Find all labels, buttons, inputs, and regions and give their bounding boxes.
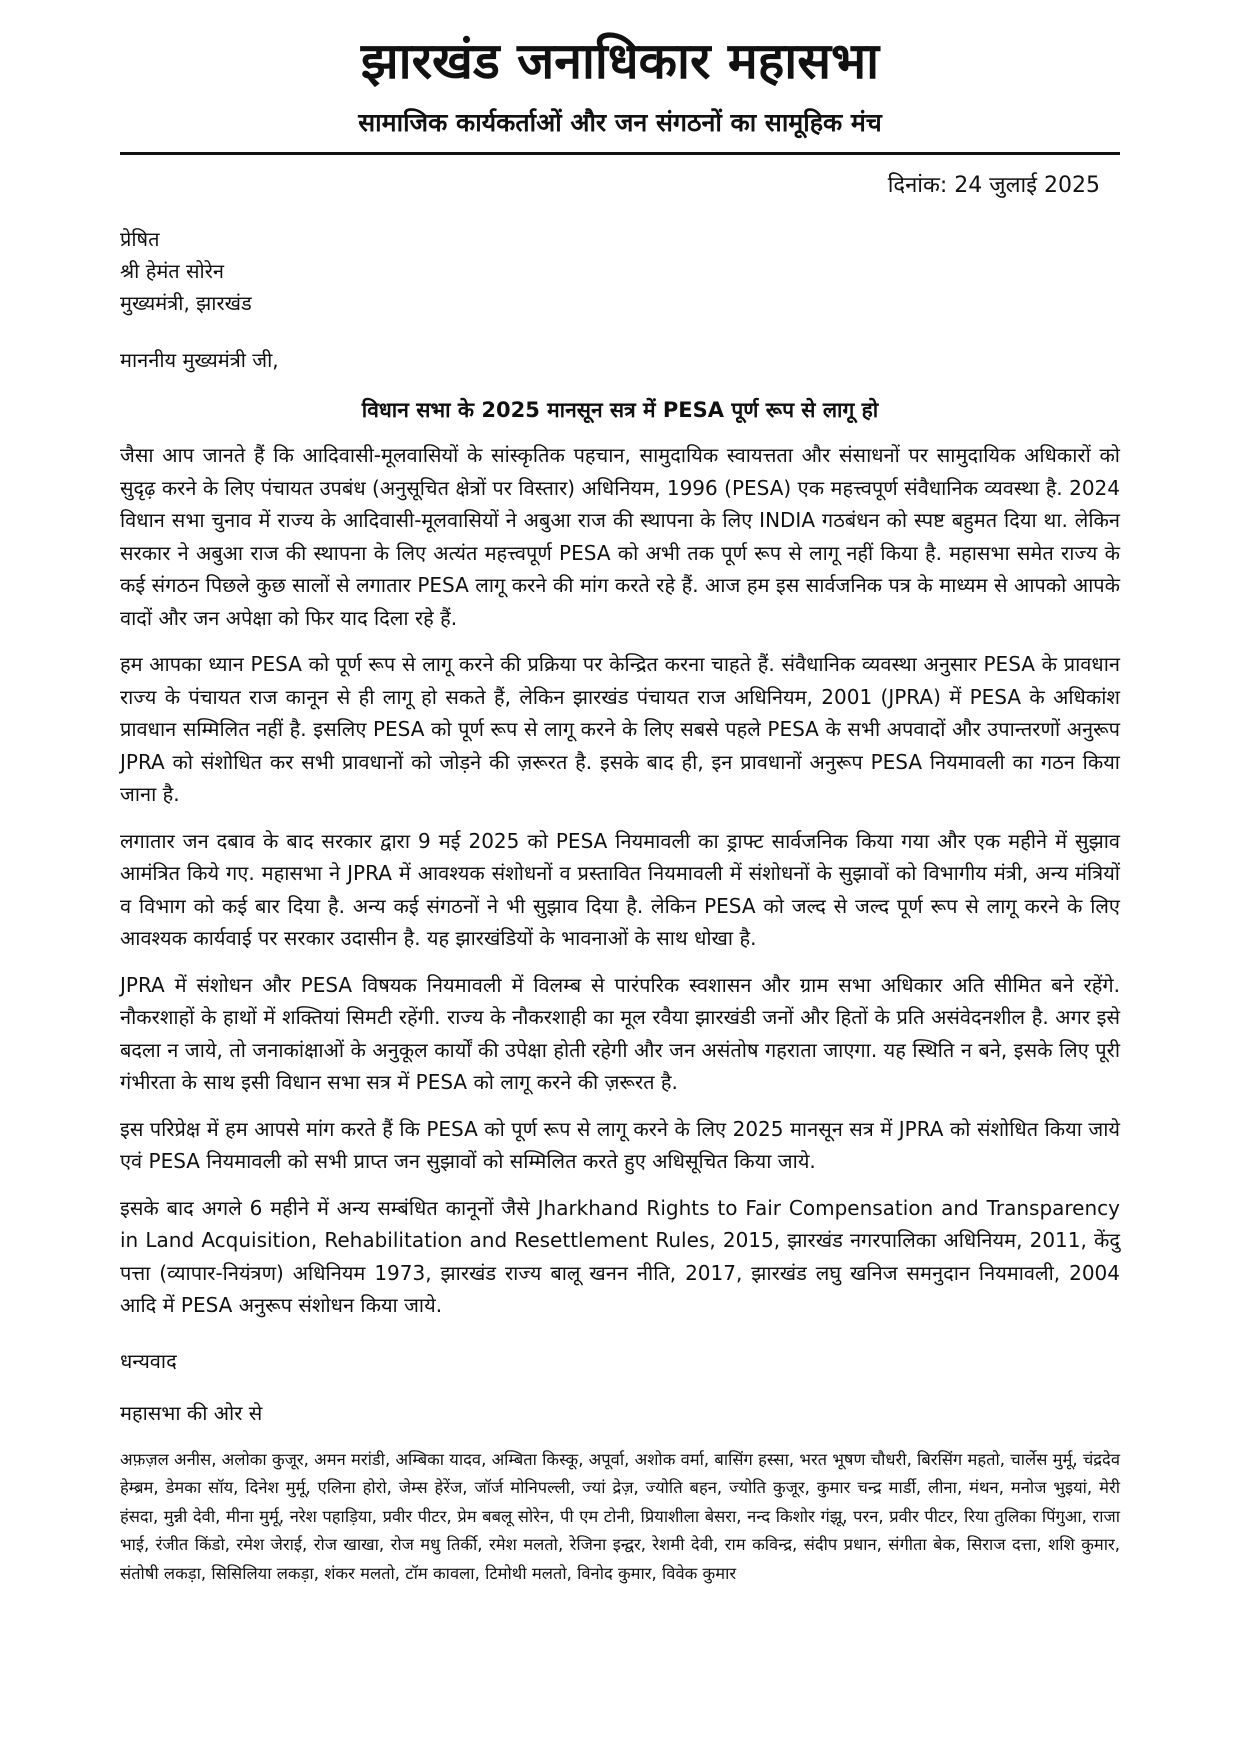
body-paragraph-5: इस परिप्रेक्ष में हम आपसे मांग करते हैं कि PESA को पूर्ण रूप से लागू करने के लिए 2025 मानसून सत्र में JPRA को संशोधित किया जाये एवं PESA नियमावली को सभी प्राप्त जन सुझावों को सम्मिलित करते हुए अधिसूचित किया जाये.	[120, 1116, 1120, 1173]
from-line: महासभा की ओर से	[120, 1400, 263, 1425]
recipient-name: श्री हेमंत सोरेन	[120, 259, 225, 283]
letter-subject: विधान सभा के 2025 मानसून सत्र में PESA पूर्ण रूप से लागू हो	[361, 398, 879, 422]
signatories-list: अफ़ज़ल अनीस, अलोका कुजूर, अमन मरांडी, अम्बिका यादव, अम्बिता किस्कू, अपूर्वा, अशोक वर्मा, बासिंग हस्सा, भरत भूषण चौधरी, बिरसिंग महतो, चार्लेस मुर्मू, चंद्रदेव हेम्ब्रम, डेमका सॉय, दिनेश मुर्मू, एलिना होरो, जेम्स हेरेंज, जॉर्ज मोनिपल्ली, ज्यां द्रेज़, ज्योति बहन, ज्योति कुजूर, कुमार चन्द्र मार्डी, लीना, मंथन, मनोज भुइयां, मेरी हंसदा, मुन्नी देवी, मीना मुर्मू, नरेश पहाड़िया, प्रवीर पीटर, प्रेम बबलू सोरेन, पी एम टोनी, प्रियाशीला बेसरा, नन्द किशोर गंझू, परन, प्रवीर पीटर, रिया तुलिका पिंगुआ, राजा भाई, रंजीत किंडो, रमेश जेराई, रोज खाखा, रोज मधु तिर्की, रमेश मलतो, रेजिना इन्द्वर, रेशमी देवी, राम कविन्द्र, संदीप प्रधान, संगीता बेक, सिराज दत्ता, शशि कुमार, संतोषी लकड़ा, सिसिलिया लकड़ा, शंकर मलतो, टॉम कावला, टिमोथी मलतो, विनोद कुमार, विवेक कुमार	[120, 1449, 1120, 1583]
body-paragraph-2: हम आपका ध्यान PESA को पूर्ण रूप से लागू करने की प्रक्रिया पर केन्द्रित करना चाहते हैं. संवैधानिक व्यवस्था अनुसार PESA के प्रावधान राज्य के पंचायत राज कानून से ही लागू हो सकते हैं, लेकिन झारखंड पंचायत राज अधिनियम, 2001 (JPRA) में PESA के अधिकांश प्रावधान सम्मिलित नहीं है. इसलिए PESA को पूर्ण रूप से लागू करने के लिए सबसे पहले PESA के सभी अपवादों और उपान्तरणों अनुरूप JPRA को संशोधित कर सभी प्रावधानों को जोड़ने की ज़रूरत है. इसके बाद ही, इन प्रावधानों अनुरूप PESA नियमावली का गठन किया जाना है.	[120, 652, 1120, 806]
recipient-block	[120, 223, 1120, 319]
closing: धन्यवाद	[120, 1348, 177, 1373]
header-divider	[120, 152, 1120, 155]
organization-title: झारखंड जनाधिकार महासभा	[360, 32, 880, 90]
recipient-to-label: प्रेषित	[120, 227, 160, 251]
organization-subtitle: सामाजिक कार्यकर्ताओं और जन संगठनों का सामूहिक मंच	[358, 108, 882, 137]
salutation: माननीय मुख्यमंत्री जी,	[120, 348, 279, 372]
recipient-designation: मुख्यमंत्री, झारखंड	[120, 291, 252, 315]
body-paragraph-4: JPRA में संशोधन और PESA विषयक नियमावली में विलम्ब से पारंपरिक स्वशासन और ग्राम सभा अधिकार अति सीमित बने रहेंगे. नौकरशाहों के हाथों में शक्तियां सिमटी रहेंगी. राज्य के नौकरशाही का मूल रवैया झारखंडी जनों और हितों के प्रति असंवेदनशील है. अगर इसे बदला न जाये, तो जनाकांक्षाओं के अनुकूल कार्यों की उपेक्षा होती रहेगी और जन असंतोष गहराता जाएगा. यह स्थिति न बने, इसके लिए पूरी गंभीरता के साथ इसी विधान सभा सत्र में PESA को लागू करने की ज़रूरत है.	[120, 972, 1120, 1094]
letter-date: दिनांक: 24 जुलाई 2025	[887, 173, 1100, 198]
body-paragraph-3: लगातार जन दबाव के बाद सरकार द्वारा 9 मई 2025 को PESA नियमावली का ड्राफ्ट सार्वजनिक किया गया और एक महीने में सुझाव आमंत्रित किये गए. महासभा ने JPRA में आवश्यक संशोधनों व प्रस्तावित नियमावली में संशोधनों के सुझावों को विभागीय मंत्री, अन्य मंत्रियों व विभाग को कई बार दिया है. अन्य कई संगठनों ने भी सुझाव दिया है. लेकिन PESA को जल्द से जल्द पूर्ण रूप से लागू करने के लिए आवश्यक कार्यवाई पर सरकार उदासीन है. यह झारखंडियों के भावनाओं के साथ धोखा है.	[120, 828, 1120, 950]
body-paragraph-6: इसके बाद अगले 6 महीने में अन्य सम्बंधित कानूनों जैसे Jharkhand Rights to Fair Compensation and Transparency in Land Acquisition, Rehabilitation and Resettlement Rules, 2015, झारखंड नगरपालिका अधिनियम, 2011, केंदु पत्ता (व्यापार-नियंत्रण) अधिनियम 1973, झारखंड राज्य बालू खनन नीति, 2017, झारखंड लघु खनिज समनुदान नियमावली, 2004 आदि में PESA अनुरूप संशोधन किया जाये.	[120, 1195, 1120, 1317]
body-paragraph-1: जैसा आप जानते हैं कि आदिवासी-मूलवासियों के सांस्कृतिक पहचान, सामुदायिक स्वायत्तता और संसाधनों पर सामुदायिक अधिकारों को सुदृढ़ करने के लिए पंचायत उपबंध (अनुसूचित क्षेत्रों पर विस्तार) अधिनियम, 1996 (PESA) एक महत्त्वपूर्ण संवैधानिक व्यवस्था है. 2024 विधान सभा चुनाव में राज्य के आदिवासी-मूलवासियों ने अबुआ राज की स्थापना के लिए INDIA गठबंधन को स्पष्ट बहुमत दिया था. लेकिन सरकार ने अबुआ राज की स्थापना के लिए अत्यंत महत्त्वपूर्ण PESA को अभी तक पूर्ण रूप से लागू नहीं किया है. महासभा समेत राज्य के कई संगठन पिछले कुछ सालों से लगातार PESA लागू करने की मांग करते रहे हैं. आज हम इस सार्वजनिक पत्र के माध्यम से आपको आपके वादों और जन अपेक्षा को फिर याद दिला रहे हैं.	[120, 443, 1120, 630]
